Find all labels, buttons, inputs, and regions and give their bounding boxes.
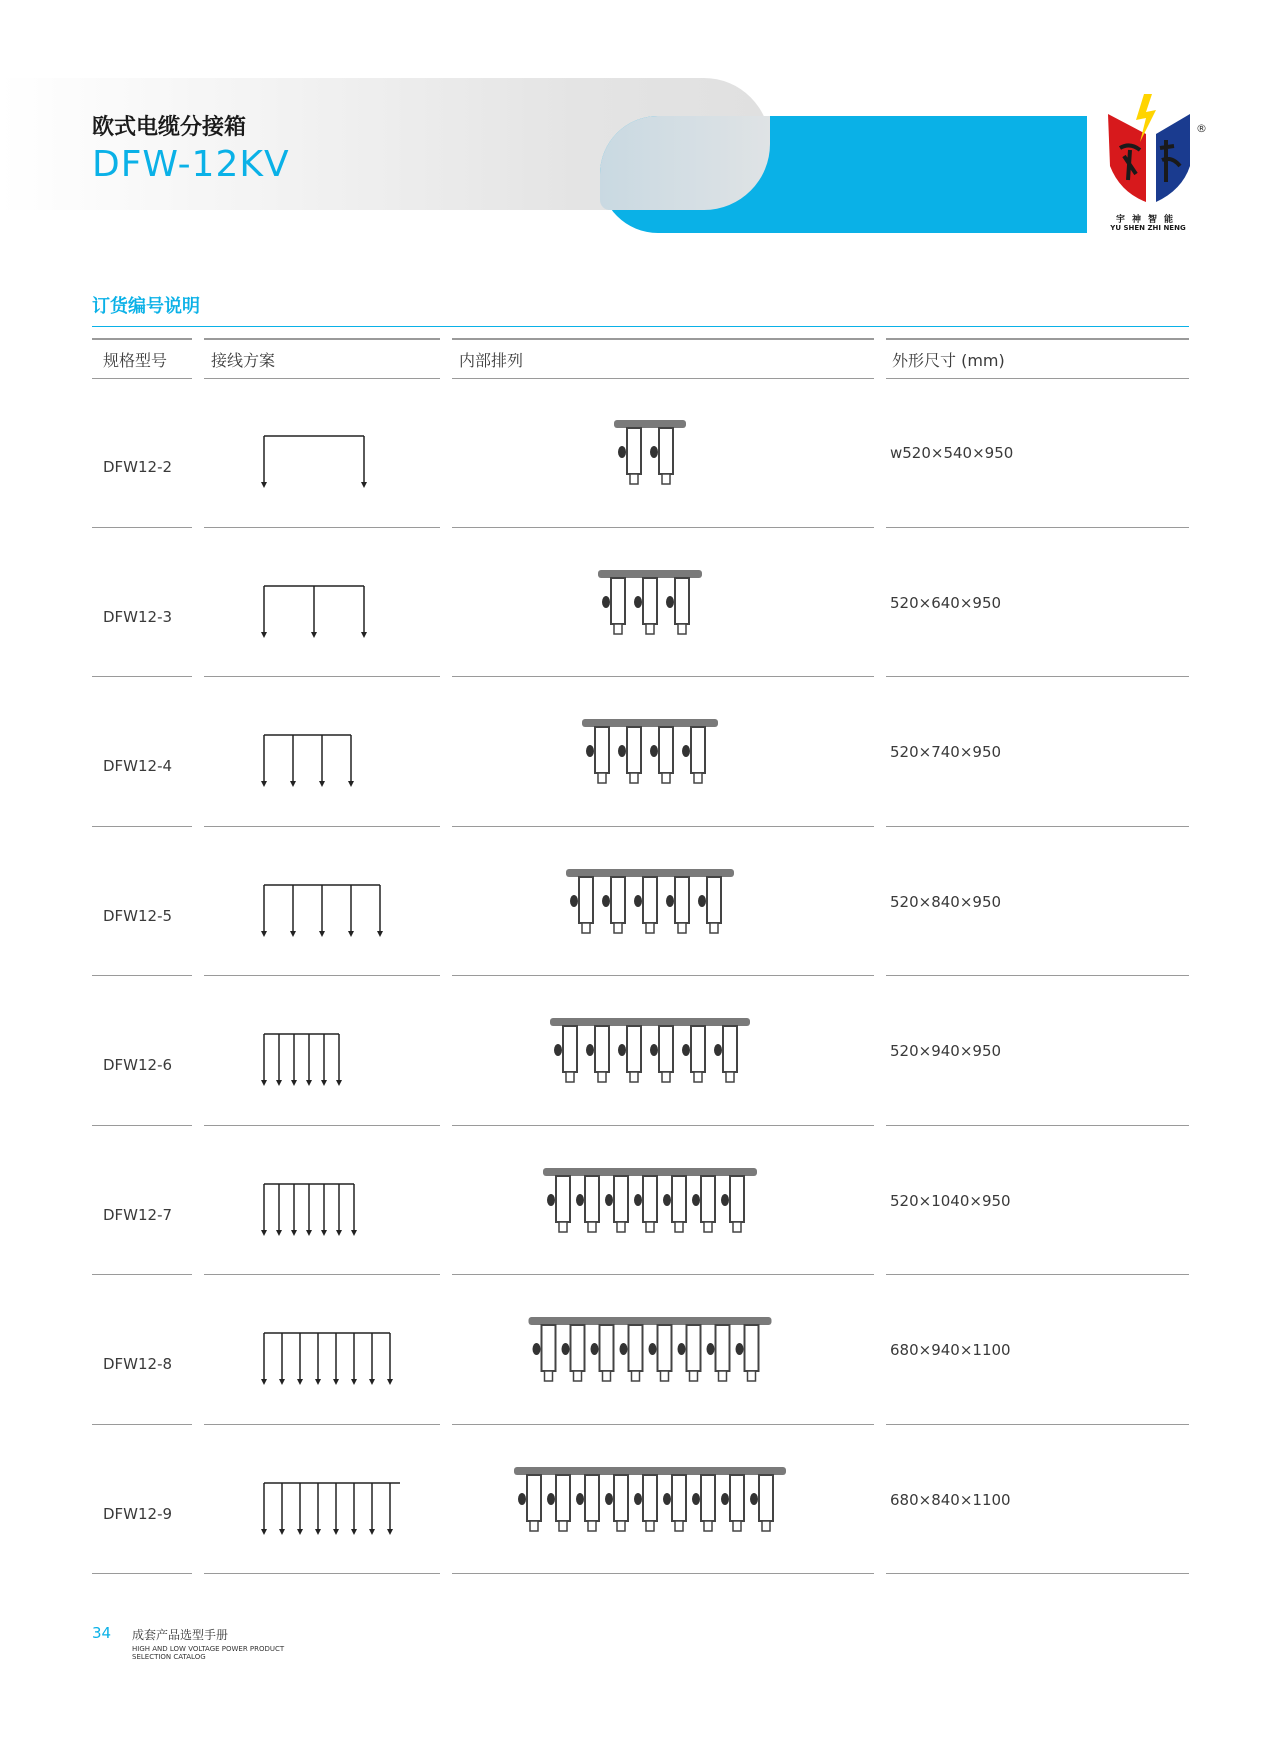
header-bottom-rule-model — [92, 378, 192, 379]
fixing-lug — [602, 596, 610, 608]
fixing-lug — [698, 895, 706, 907]
section-divider — [92, 326, 1189, 327]
bushing-connector — [643, 877, 657, 923]
cable-terminal — [678, 624, 686, 634]
arrow-down-icon — [351, 1529, 357, 1535]
bushing-connector — [556, 1475, 570, 1521]
fixing-lug — [547, 1493, 555, 1505]
bushing-connector — [691, 1026, 705, 1072]
busbar-body — [529, 1317, 772, 1325]
row-divider — [92, 1274, 192, 1275]
cable-terminal — [762, 1521, 770, 1531]
arrow-down-icon — [348, 931, 354, 937]
fixing-lug — [666, 895, 674, 907]
bushing-connector — [691, 727, 705, 773]
cable-terminal — [662, 773, 670, 783]
arrow-down-icon — [377, 931, 383, 937]
arrow-down-icon — [291, 1080, 297, 1086]
row-divider — [886, 1573, 1189, 1574]
bushing-connector — [563, 1026, 577, 1072]
fixing-lug — [605, 1194, 613, 1206]
row-divider — [204, 527, 440, 528]
cable-terminal — [614, 624, 622, 634]
arrow-down-icon — [261, 482, 267, 488]
cable-terminal — [614, 923, 622, 933]
internal-arrangement-drawing — [500, 562, 800, 662]
registered-mark: ® — [1196, 122, 1207, 135]
bushing-connector — [579, 877, 593, 923]
column-header-scheme: 接线方案 — [211, 351, 276, 370]
arrow-down-icon — [351, 1379, 357, 1385]
logo-brand-cn: 宇神智能 — [1115, 215, 1180, 225]
outline-dimensions: 520×940×950 — [890, 1042, 1002, 1060]
arrow-down-icon — [306, 1080, 312, 1086]
cable-terminal — [662, 474, 670, 484]
row-divider — [204, 676, 440, 677]
arrow-down-icon — [315, 1379, 321, 1385]
row-divider — [92, 676, 192, 677]
model-number: DFW12-5 — [103, 906, 173, 925]
row-divider — [452, 676, 874, 677]
fixing-lug — [576, 1194, 584, 1206]
arrow-down-icon — [279, 1529, 285, 1535]
arrow-down-icon — [321, 1080, 327, 1086]
wiring-scheme-diagram — [240, 1327, 400, 1403]
fixing-lug — [591, 1343, 599, 1355]
wiring-scheme-diagram — [240, 1477, 400, 1553]
arrow-down-icon — [261, 632, 267, 638]
cable-terminal — [646, 1521, 654, 1531]
column-header-arrangement: 内部排列 — [459, 351, 524, 370]
cable-terminal — [588, 1222, 596, 1232]
arrow-down-icon — [279, 1379, 285, 1385]
bushing-connector — [629, 1325, 643, 1371]
fixing-lug — [750, 1493, 758, 1505]
bushing-connector — [600, 1325, 614, 1371]
busbar-body — [543, 1168, 757, 1176]
row-divider — [204, 826, 440, 827]
busbar-body — [514, 1467, 786, 1475]
header-rule-model — [92, 338, 192, 340]
column-header-dims: 外形尺寸 (mm) — [892, 351, 1005, 370]
internal-arrangement-drawing — [500, 861, 800, 961]
bushing-connector — [542, 1325, 556, 1371]
arrow-down-icon — [291, 1230, 297, 1236]
internal-arrangement-drawing — [500, 1309, 800, 1409]
arrow-down-icon — [276, 1080, 282, 1086]
fixing-lug — [650, 446, 658, 458]
bushing-connector — [745, 1325, 759, 1371]
row-divider — [204, 975, 440, 976]
internal-arrangement-drawing — [500, 1459, 800, 1559]
cable-terminal — [726, 1072, 734, 1082]
outline-dimensions: w520×540×950 — [890, 444, 1014, 462]
cable-terminal — [678, 923, 686, 933]
fixing-lug — [618, 745, 626, 757]
fixing-lug — [649, 1343, 657, 1355]
arrow-down-icon — [297, 1529, 303, 1535]
cable-terminal — [646, 1222, 654, 1232]
header-banner-overlap — [600, 116, 770, 210]
fixing-lug — [547, 1194, 555, 1206]
cable-terminal — [733, 1521, 741, 1531]
fixing-lug — [721, 1493, 729, 1505]
cable-terminal — [582, 923, 590, 933]
model-number: DFW12-8 — [103, 1355, 173, 1373]
bushing-connector — [585, 1475, 599, 1521]
row-divider — [886, 676, 1189, 677]
bushing-connector — [643, 578, 657, 624]
cable-terminal — [719, 1371, 727, 1381]
cable-terminal — [630, 1072, 638, 1082]
cable-terminal — [704, 1521, 712, 1531]
arrow-down-icon — [333, 1529, 339, 1535]
fixing-lug — [618, 446, 626, 458]
bushing-connector — [643, 1176, 657, 1222]
cable-terminal — [675, 1521, 683, 1531]
bushing-connector — [672, 1176, 686, 1222]
fixing-lug — [666, 596, 674, 608]
cable-terminal — [694, 773, 702, 783]
header-bottom-rule-scheme — [204, 378, 440, 379]
cable-terminal — [566, 1072, 574, 1082]
fixing-lug — [682, 1044, 690, 1056]
outline-dimensions: 520×640×950 — [890, 593, 1002, 612]
wiring-scheme-diagram — [240, 879, 400, 955]
fixing-lug — [518, 1493, 526, 1505]
model-number: DFW12-2 — [103, 458, 173, 476]
page-number: 34 — [92, 1624, 112, 1642]
header-bottom-rule-dims — [886, 378, 1189, 379]
arrow-down-icon — [261, 931, 267, 937]
header-rule-dims — [886, 338, 1189, 340]
bushing-connector — [595, 727, 609, 773]
fixing-lug — [736, 1343, 744, 1355]
bushing-connector — [627, 1026, 641, 1072]
fixing-lug — [554, 1044, 562, 1056]
outline-dimensions: 520×1040×950 — [890, 1191, 1011, 1210]
fixing-lug — [707, 1343, 715, 1355]
section-title: 订货编号说明 — [92, 296, 200, 317]
row-divider — [886, 1424, 1189, 1425]
arrow-down-icon — [336, 1080, 342, 1086]
fixing-lug — [634, 1493, 642, 1505]
fixing-lug — [692, 1493, 700, 1505]
fixing-lug — [602, 895, 610, 907]
arrow-down-icon — [261, 1230, 267, 1236]
bushing-connector — [701, 1176, 715, 1222]
arrow-down-icon — [348, 781, 354, 787]
internal-arrangement-drawing — [500, 412, 800, 512]
arrow-down-icon — [276, 1230, 282, 1236]
arrow-down-icon — [369, 1379, 375, 1385]
arrow-down-icon — [261, 1379, 267, 1385]
row-divider — [886, 527, 1189, 528]
bushing-connector — [627, 727, 641, 773]
busbar-body — [550, 1018, 750, 1026]
row-divider — [92, 1125, 192, 1126]
page-title-model: DFW-12KV — [92, 144, 290, 185]
bushing-connector — [659, 727, 673, 773]
row-divider — [886, 826, 1189, 827]
arrow-down-icon — [369, 1529, 375, 1535]
busbar-body — [614, 420, 686, 428]
row-divider — [452, 1125, 874, 1126]
bushing-connector — [687, 1325, 701, 1371]
wiring-scheme-diagram — [240, 580, 400, 656]
arrow-down-icon — [297, 1379, 303, 1385]
bushing-connector — [659, 428, 673, 474]
row-divider — [92, 1424, 192, 1425]
bushing-connector — [643, 1475, 657, 1521]
cable-terminal — [603, 1371, 611, 1381]
header-rule-arrangement — [452, 338, 874, 340]
header-bottom-rule-arrangement — [452, 378, 874, 379]
bushing-connector — [611, 578, 625, 624]
arrow-down-icon — [290, 931, 296, 937]
model-number: DFW12-7 — [103, 1205, 173, 1224]
row-divider — [886, 975, 1189, 976]
fixing-lug — [663, 1194, 671, 1206]
cable-terminal — [646, 923, 654, 933]
fixing-lug — [692, 1194, 700, 1206]
row-divider — [92, 975, 192, 976]
fixing-lug — [586, 745, 594, 757]
fixing-lug — [634, 596, 642, 608]
bushing-connector — [614, 1475, 628, 1521]
catalog-name-en-line1: HIGH AND LOW VOLTAGE POWER PRODUCT — [132, 1645, 285, 1653]
bushing-connector — [723, 1026, 737, 1072]
arrow-down-icon — [306, 1230, 312, 1236]
row-divider — [204, 1125, 440, 1126]
bushing-connector — [556, 1176, 570, 1222]
bushing-connector — [658, 1325, 672, 1371]
cable-terminal — [710, 923, 718, 933]
fixing-lug — [618, 1044, 626, 1056]
bushing-connector — [614, 1176, 628, 1222]
internal-arrangement-drawing — [500, 1160, 800, 1260]
model-number: DFW12-3 — [103, 607, 173, 626]
cable-terminal — [661, 1371, 669, 1381]
arrow-down-icon — [261, 1080, 267, 1086]
fixing-lug — [663, 1493, 671, 1505]
wiring-scheme-diagram — [240, 1028, 400, 1104]
fixing-lug — [586, 1044, 594, 1056]
bushing-connector — [707, 877, 721, 923]
row-divider — [886, 1125, 1189, 1126]
row-divider — [204, 1424, 440, 1425]
row-divider — [452, 1424, 874, 1425]
model-number: DFW12-4 — [103, 757, 173, 775]
fixing-lug — [721, 1194, 729, 1206]
arrow-down-icon — [336, 1230, 342, 1236]
bushing-connector — [595, 1026, 609, 1072]
busbar-body — [566, 869, 734, 877]
row-divider — [452, 1274, 874, 1275]
cable-terminal — [530, 1521, 538, 1531]
bushing-connector — [627, 428, 641, 474]
column-header-model: 规格型号 — [103, 351, 168, 370]
bushing-connector — [730, 1475, 744, 1521]
arrow-down-icon — [321, 1230, 327, 1236]
row-divider — [452, 527, 874, 528]
row-divider — [92, 826, 192, 827]
row-divider — [452, 975, 874, 976]
row-divider — [886, 1274, 1189, 1275]
cable-terminal — [598, 1072, 606, 1082]
cable-terminal — [598, 773, 606, 783]
logo-brand-en: YU SHEN ZHI NENG — [1110, 224, 1186, 232]
arrow-down-icon — [290, 781, 296, 787]
outline-dimensions: 520×740×950 — [890, 743, 1002, 761]
row-divider — [452, 826, 874, 827]
internal-arrangement-drawing — [500, 711, 800, 811]
model-number: DFW12-9 — [103, 1504, 173, 1523]
bushing-connector — [571, 1325, 585, 1371]
wiring-scheme-diagram — [240, 1178, 400, 1254]
fixing-lug — [678, 1343, 686, 1355]
cable-terminal — [588, 1521, 596, 1531]
arrow-down-icon — [261, 1529, 267, 1535]
row-divider — [92, 527, 192, 528]
bushing-connector — [730, 1176, 744, 1222]
arrow-down-icon — [319, 781, 325, 787]
arrow-down-icon — [387, 1529, 393, 1535]
bushing-connector — [672, 1475, 686, 1521]
wiring-scheme-diagram — [240, 430, 400, 506]
row-divider — [204, 1573, 440, 1574]
arrow-down-icon — [333, 1379, 339, 1385]
row-divider — [92, 1573, 192, 1574]
bushing-connector — [659, 1026, 673, 1072]
outline-dimensions: 520×840×950 — [890, 892, 1002, 911]
cable-terminal — [632, 1371, 640, 1381]
fixing-lug — [650, 1044, 658, 1056]
cable-terminal — [690, 1371, 698, 1381]
arrow-down-icon — [315, 1529, 321, 1535]
arrow-down-icon — [387, 1379, 393, 1385]
cable-terminal — [630, 773, 638, 783]
outline-dimensions: 680×840×1100 — [890, 1490, 1011, 1509]
fixing-lug — [576, 1493, 584, 1505]
busbar-body — [582, 719, 718, 727]
internal-arrangement-drawing — [500, 1010, 800, 1110]
fixing-lug — [650, 745, 658, 757]
cable-terminal — [694, 1072, 702, 1082]
cable-terminal — [733, 1222, 741, 1232]
bushing-connector — [611, 877, 625, 923]
wiring-scheme-diagram — [240, 729, 400, 805]
page-title-cn: 欧式电缆分接箱 — [92, 115, 247, 140]
bushing-connector — [675, 877, 689, 923]
catalog-name-cn: 成套产品选型手册 — [132, 1628, 229, 1642]
header-rule-scheme — [204, 338, 440, 340]
fixing-lug — [634, 1194, 642, 1206]
fixing-lug — [682, 745, 690, 757]
fixing-lug — [714, 1044, 722, 1056]
cable-terminal — [559, 1222, 567, 1232]
cable-terminal — [545, 1371, 553, 1381]
outline-dimensions: 680×940×1100 — [890, 1341, 1011, 1359]
bushing-connector — [675, 578, 689, 624]
fixing-lug — [533, 1343, 541, 1355]
arrow-down-icon — [351, 1230, 357, 1236]
fixing-lug — [620, 1343, 628, 1355]
cable-terminal — [675, 1222, 683, 1232]
catalog-name-en-line2: SELECTION CATALOG — [132, 1653, 206, 1661]
bushing-connector — [701, 1475, 715, 1521]
cable-terminal — [704, 1222, 712, 1232]
fixing-lug — [562, 1343, 570, 1355]
arrow-down-icon — [261, 781, 267, 787]
cable-terminal — [630, 474, 638, 484]
busbar-body — [598, 570, 702, 578]
row-divider — [452, 1573, 874, 1574]
fixing-lug — [634, 895, 642, 907]
arrow-down-icon — [311, 632, 317, 638]
cable-terminal — [617, 1521, 625, 1531]
cable-terminal — [646, 624, 654, 634]
cable-terminal — [559, 1521, 567, 1531]
model-number: DFW12-6 — [103, 1056, 173, 1074]
fixing-lug — [570, 895, 578, 907]
bushing-connector — [759, 1475, 773, 1521]
arrow-down-icon — [319, 931, 325, 937]
row-divider — [204, 1274, 440, 1275]
arrow-down-icon — [361, 632, 367, 638]
cable-terminal — [748, 1371, 756, 1381]
bushing-connector — [716, 1325, 730, 1371]
cable-terminal — [617, 1222, 625, 1232]
bushing-connector — [527, 1475, 541, 1521]
cable-terminal — [662, 1072, 670, 1082]
arrow-down-icon — [361, 482, 367, 488]
cable-terminal — [574, 1371, 582, 1381]
bushing-connector — [585, 1176, 599, 1222]
fixing-lug — [605, 1493, 613, 1505]
